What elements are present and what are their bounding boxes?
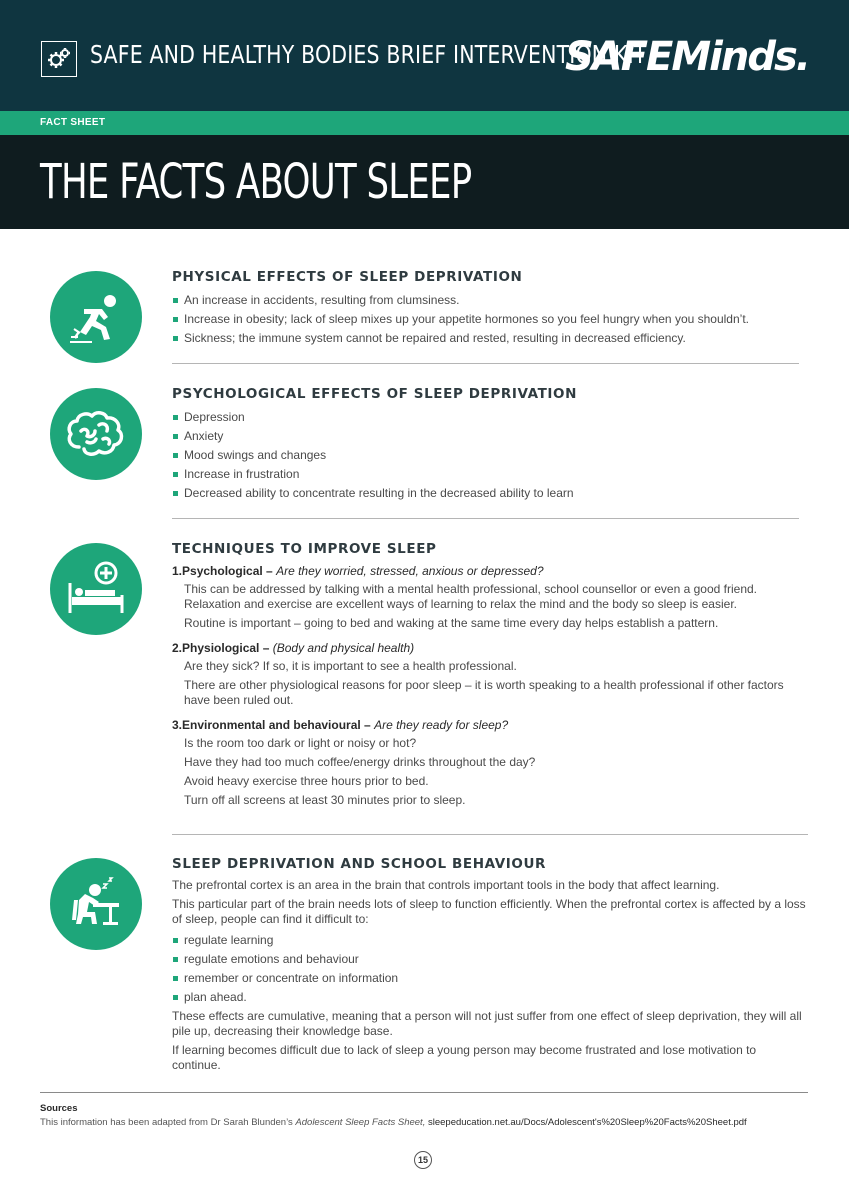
paragraph: Routine is important – going to bed and waking at the same time every day helps establish a pattern. <box>184 616 719 630</box>
list-item: Sickness; the immune system cannot be repaired and rested, resulting in decreased efficiency. <box>172 329 808 348</box>
section-heading: TECHNIQUES TO IMPROVE SLEEP <box>172 541 437 557</box>
list-item: Increase in obesity; lack of sleep mixes up your appetite hormones so you feel hungry when you shouldn’t. <box>172 310 808 329</box>
sources-prefix: This information has been adapted from Dr Sarah Blunden’s <box>40 1117 293 1128</box>
paragraph: Turn off all screens at least 30 minutes prior to sleep. <box>184 793 466 807</box>
paragraph: This can be addressed by talking with a mental health professional, school counsellor or even a good friend. Relaxation and exercise are excellent ways of learning to relax the mind and the body so sleep is easier. <box>184 582 758 611</box>
sources-block <box>40 1103 810 1128</box>
technique-body <box>172 659 808 708</box>
divider <box>172 363 799 364</box>
header-bar <box>0 0 849 111</box>
list-item: Decreased ability to concentrate resulting in the decreased ability to learn <box>172 484 808 503</box>
paragraph: Are they sick? If so, it is important to see a health professional. <box>184 659 517 673</box>
paragraph: This particular part of the brain needs lots of sleep to function efficiently. When the prefrontal cortex is affected by a loss of sleep, people can find it difficult to: <box>172 897 806 926</box>
section-heading: PSYCHOLOGICAL EFFECTS OF SLEEP DEPRIVATION <box>172 386 578 402</box>
kit-title: SAFE AND HEALTHY BODIES BRIEF INTERVENTION KIT <box>90 40 647 69</box>
list-item: plan ahead. <box>172 988 808 1007</box>
paragraph: These effects are cumulative, meaning that a person will not just suffer from one effect of sleep deprivation, they will all pile up, decreasing their knowledge base. <box>172 1009 802 1038</box>
title-bar <box>0 135 849 229</box>
bullet-list <box>172 291 808 348</box>
list-item: Increase in frustration <box>172 465 808 484</box>
divider <box>172 518 799 519</box>
sources-url[interactable]: sleepeducation.net.au/Docs/Adolescent's%20Sleep%20Facts%20Sheet.pdf <box>427 1117 747 1128</box>
brain-icon <box>50 388 142 480</box>
hospital-bed-icon <box>50 543 142 635</box>
section-physical <box>172 269 808 348</box>
section-psychological <box>172 386 808 503</box>
falling-person-icon <box>50 271 142 363</box>
sources-doc: Adolescent Sleep Facts Sheet, <box>295 1117 426 1128</box>
fact-sheet-label-bar <box>0 111 849 135</box>
page-number: 15 <box>414 1151 432 1169</box>
footer-divider <box>40 1092 808 1093</box>
section-school <box>172 856 808 1077</box>
brand-logo: SAFEMinds. <box>564 34 809 80</box>
list-item: Mood swings and changes <box>172 446 808 465</box>
fact-sheet-label: FACT SHEET <box>40 117 106 128</box>
paragraph: If learning becomes difficult due to lack of sleep a young person may become frustrated and lose motivation to continue. <box>172 1043 757 1072</box>
list-item: Depression <box>172 408 808 427</box>
paragraph: There are other physiological reasons for poor sleep – it is worth speaking to a health professional if other factors have been ruled out. <box>184 678 784 707</box>
section-heading: PHYSICAL EFFECTS OF SLEEP DEPRIVATION <box>172 269 523 285</box>
technique-heading: 1.Psychological – Are they worried, stressed, anxious or depressed? <box>172 564 544 578</box>
technique-heading: 3.Environmental and behavioural – Are they ready for sleep? <box>172 718 509 732</box>
list-item: regulate emotions and behaviour <box>172 950 808 969</box>
paragraph: Have they had too much coffee/energy drinks throughout the day? <box>184 755 536 769</box>
bullet-list <box>172 931 808 1007</box>
list-item: Anxiety <box>172 427 808 446</box>
paragraph: Avoid heavy exercise three hours prior to bed. <box>184 774 429 788</box>
list-item: An increase in accidents, resulting from clumsiness. <box>172 291 808 310</box>
section-techniques <box>172 541 808 812</box>
sleeping-student-icon <box>50 858 142 950</box>
paragraph: The prefrontal cortex is an area in the brain that controls important tools in the body that affect learning. <box>172 878 720 892</box>
gears-icon <box>41 41 77 77</box>
page-title: THE FACTS ABOUT SLEEP <box>40 154 472 210</box>
sources-label: Sources <box>40 1103 78 1114</box>
technique-heading: 2.Physiological – (Body and physical health) <box>172 641 415 655</box>
technique-body <box>172 582 808 631</box>
section-heading: SLEEP DEPRIVATION AND SCHOOL BEHAVIOUR <box>172 856 547 872</box>
divider <box>172 834 808 835</box>
bullet-list <box>172 408 808 503</box>
list-item: remember or concentrate on information <box>172 969 808 988</box>
list-item: regulate learning <box>172 931 808 950</box>
sources-text <box>40 1117 810 1128</box>
paragraph: Is the room too dark or light or noisy or hot? <box>184 736 417 750</box>
technique-body <box>172 736 808 808</box>
